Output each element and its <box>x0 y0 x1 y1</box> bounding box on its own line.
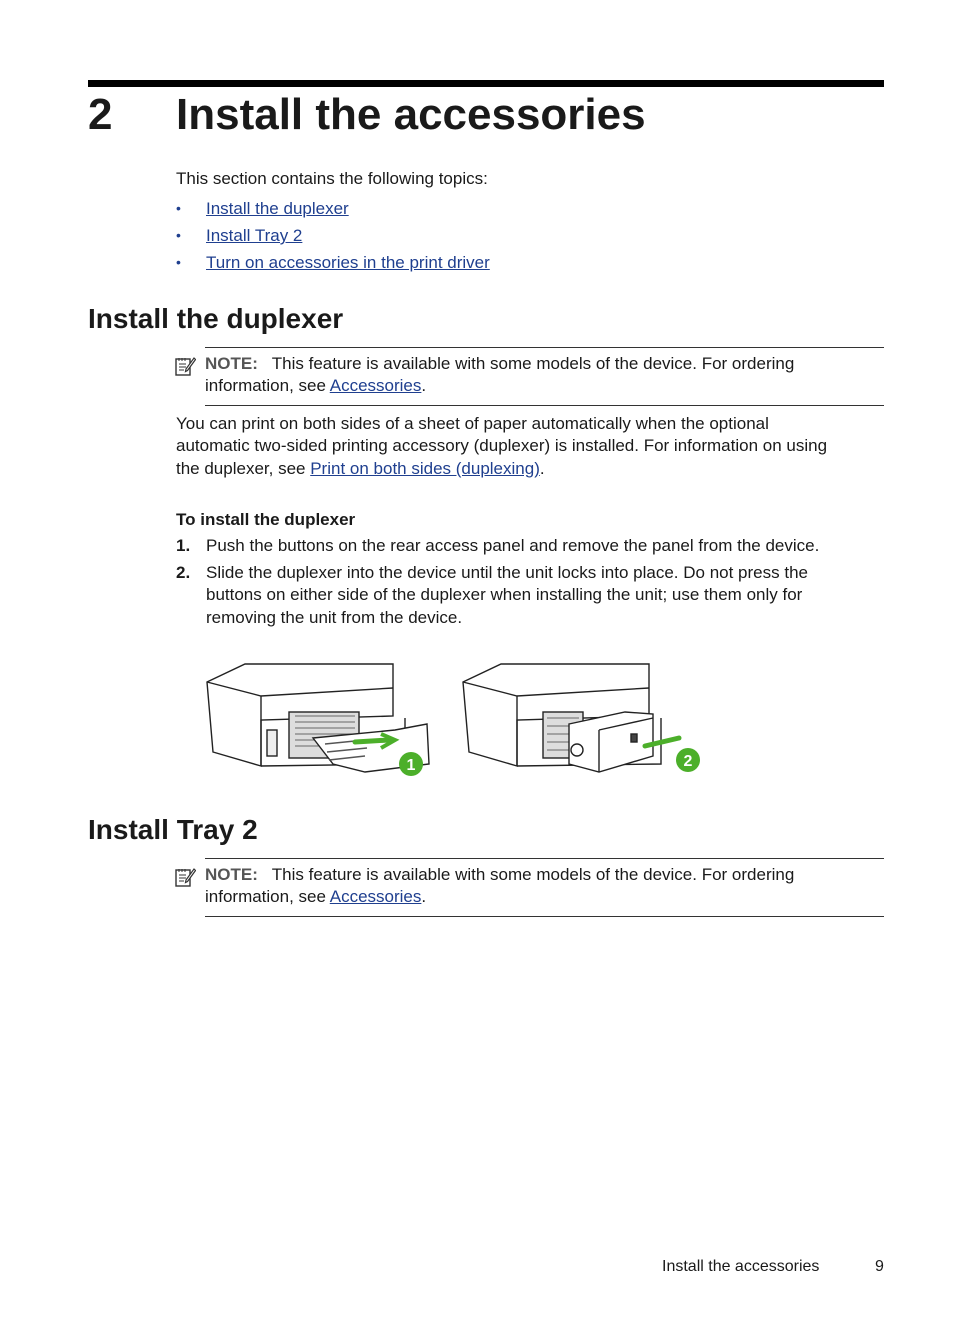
intro-text: This section contains the following topics: <box>176 169 488 188</box>
note-line-2 <box>205 886 426 908</box>
duplex-para-line-1: You can print on both sides of a sheet of paper automatically when the optional <box>176 414 769 433</box>
step-number: 2. <box>176 563 191 582</box>
note-icon <box>174 866 196 888</box>
callout-2-label: 2 <box>683 753 693 770</box>
bullet-icon: • <box>176 227 181 243</box>
step-2-line-2: buttons on either side of the duplexer when installing the unit; use them only for <box>206 585 803 604</box>
note-bottom-rule <box>205 405 884 406</box>
duplex-para-line-3 <box>176 458 545 480</box>
duplexing-link[interactable]: Print on both sides (duplexing) <box>310 459 540 478</box>
note-end: . <box>421 376 427 395</box>
chapter-number: 2 <box>88 90 113 139</box>
para-prefix: the duplexer, see <box>176 459 311 478</box>
note-text-prefix: information, see <box>205 887 330 906</box>
accessories-link[interactable]: Accessories <box>329 376 422 395</box>
note-icon <box>174 355 196 377</box>
note-bottom-rule <box>205 916 884 917</box>
chapter-title: Install the accessories <box>176 90 646 139</box>
topic-link-duplexer[interactable]: Install the duplexer <box>206 199 349 218</box>
note-top-rule <box>205 858 884 859</box>
procedure-title: To install the duplexer <box>176 510 356 529</box>
bullet-icon: • <box>176 254 181 270</box>
note-label: NOTE: <box>205 865 258 884</box>
note-line-1 <box>205 864 794 886</box>
note-end: . <box>421 887 427 906</box>
step-1-text: Push the buttons on the rear access panel and remove the panel from the device. <box>206 536 820 555</box>
note-text-prefix: information, see <box>205 376 330 395</box>
bullet-icon: • <box>176 200 181 216</box>
accessories-link[interactable]: Accessories <box>329 887 422 906</box>
note-line-2 <box>205 375 426 397</box>
footer-section-title: Install the accessories <box>662 1258 820 1275</box>
section-heading-duplexer: Install the duplexer <box>88 303 344 334</box>
topic-link-print-driver[interactable]: Turn on accessories in the print driver <box>206 253 490 272</box>
list-item <box>176 252 776 274</box>
list-item <box>176 198 776 220</box>
page-number: 9 <box>875 1258 884 1275</box>
para-end: . <box>539 459 545 478</box>
callout-1-label: 1 <box>406 757 416 774</box>
note-text: This feature is available with some models of the device. For ordering <box>271 865 795 884</box>
list-item <box>176 225 776 247</box>
step-number: 1. <box>176 536 191 555</box>
step-2-line-1: Slide the duplexer into the device until the unit locks into place. Do not press the <box>206 563 808 582</box>
note-text: This feature is available with some models of the device. For ordering <box>271 354 795 373</box>
topic-link-tray2[interactable]: Install Tray 2 <box>206 226 303 245</box>
note-top-rule <box>205 347 884 348</box>
section-heading-tray2: Install Tray 2 <box>88 814 258 845</box>
duplexer-install-illustration <box>205 660 705 780</box>
duplex-para-line-2: automatic two-sided printing accessory (duplexer) is installed. For information on using <box>176 436 828 455</box>
note-line-1 <box>205 353 794 375</box>
note-label: NOTE: <box>205 354 258 373</box>
step-2-line-3: removing the unit from the device. <box>206 608 463 627</box>
chapter-rule <box>88 80 884 87</box>
